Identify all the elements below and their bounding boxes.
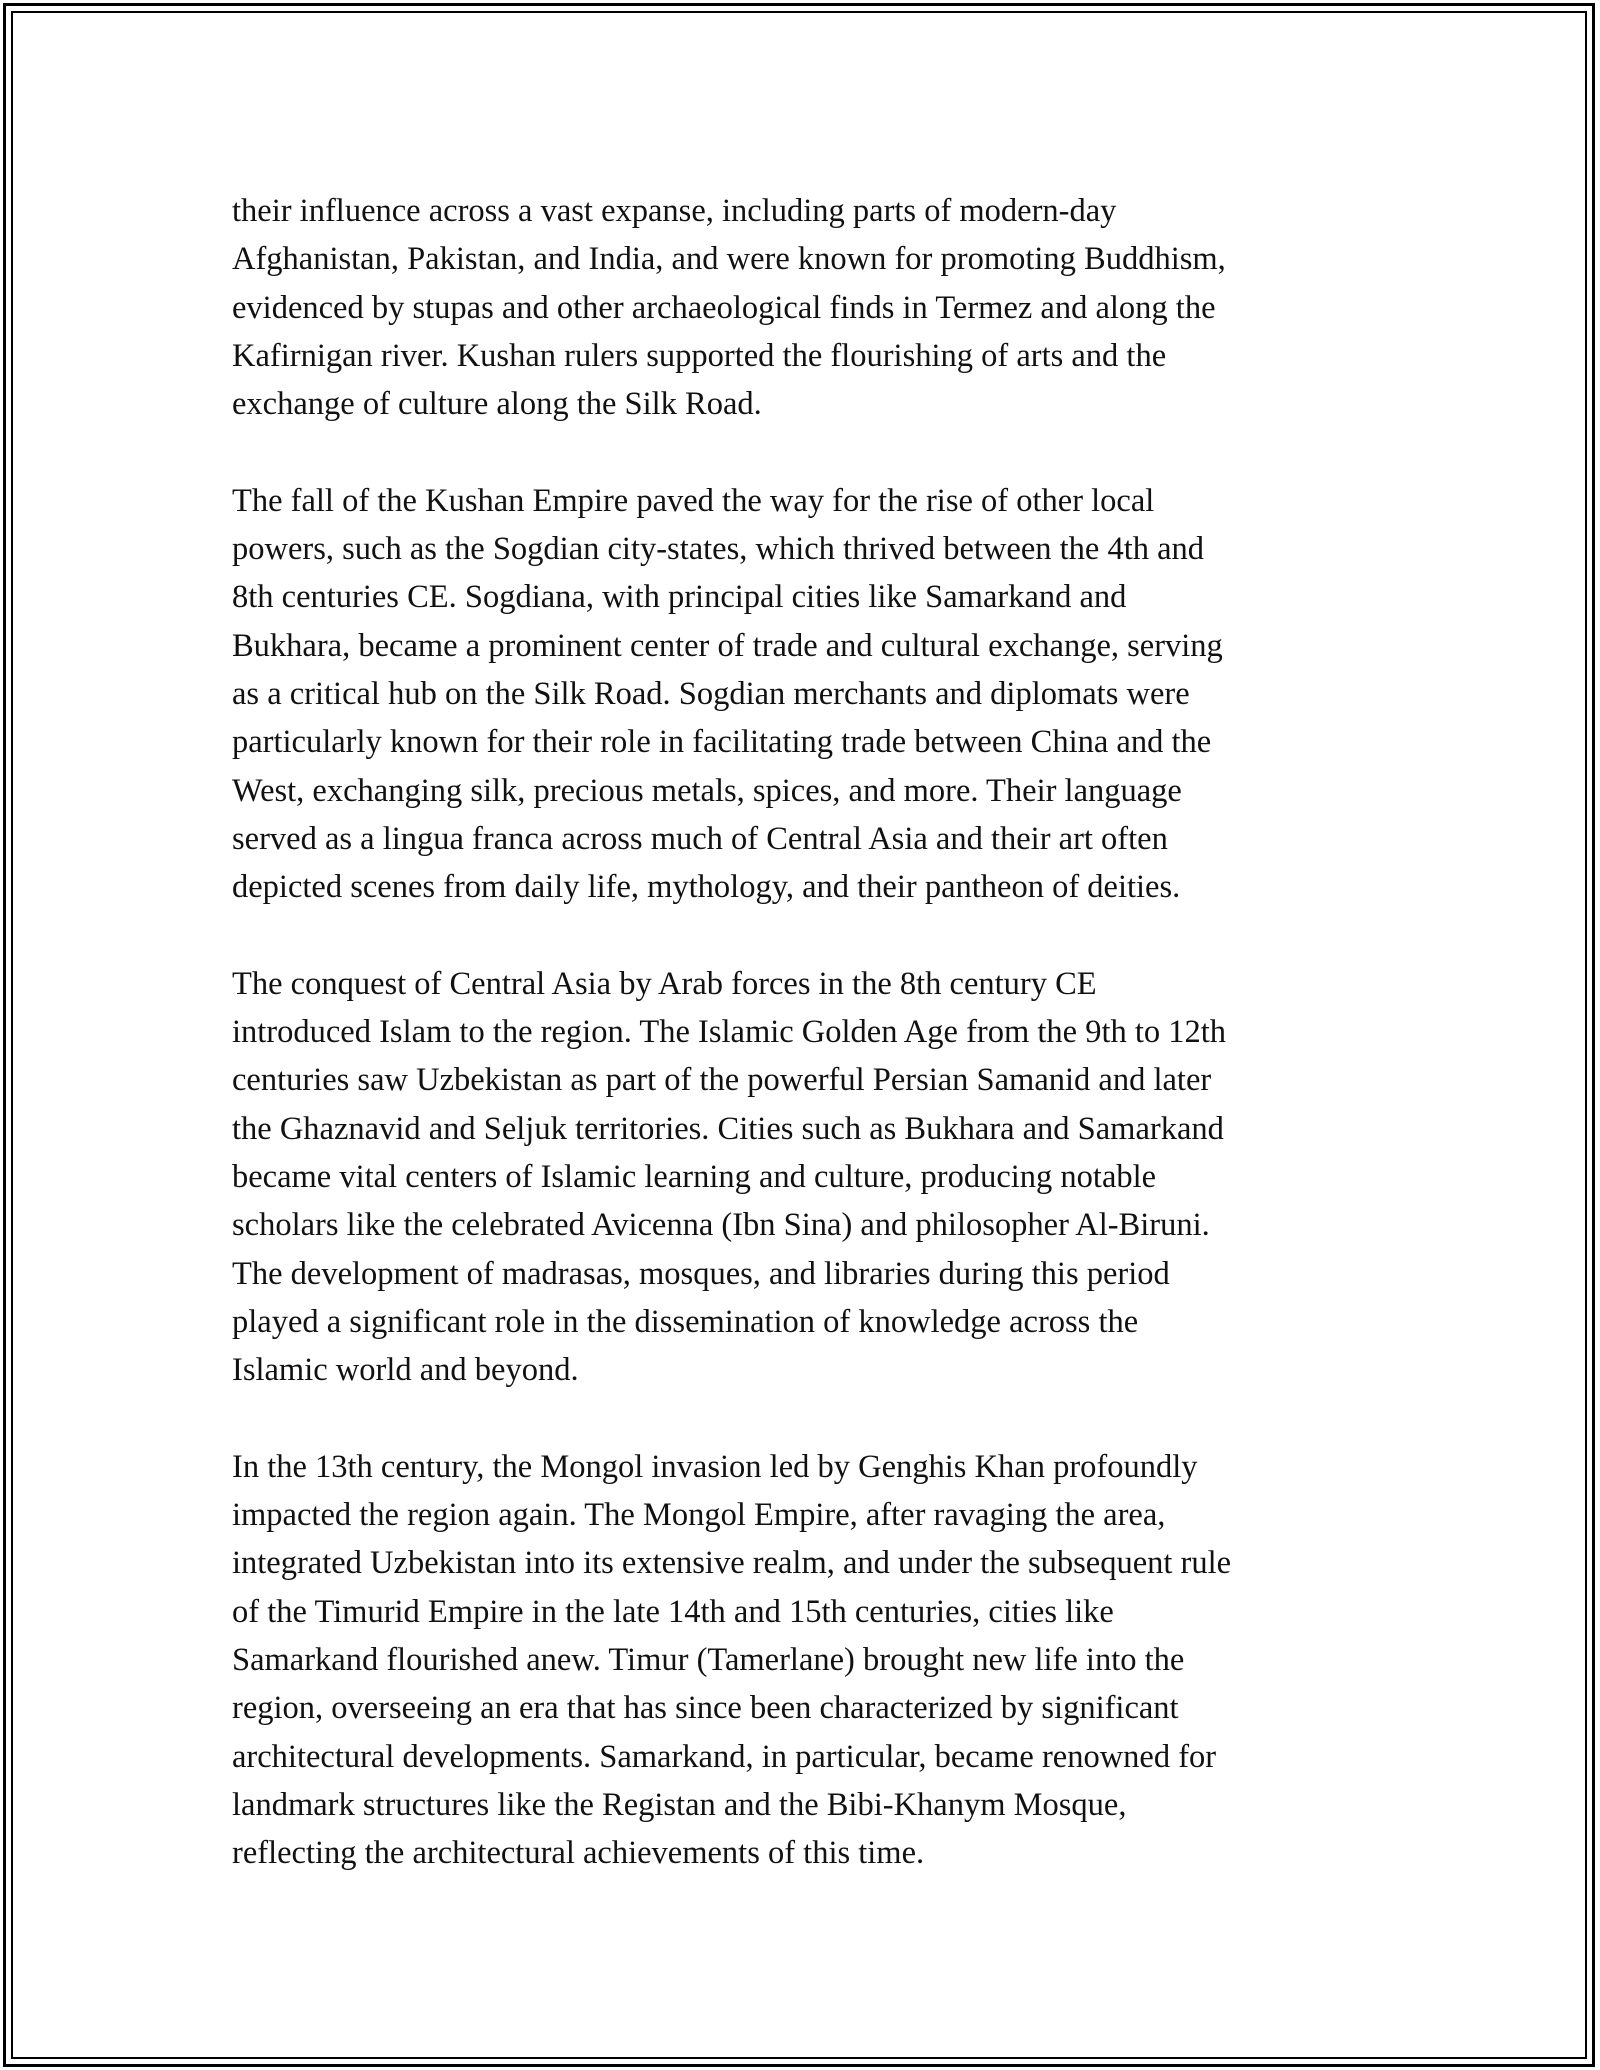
paragraph-mongol-timurid: In the 13th century, the Mongol invasion led by Genghis Khan profoundly impacted the region again. The Mongol Empire, after ravaging the area, integrated Uzbekistan into its extensive realm, and under the subsequent rule of the Timurid Empire in the late 14th and 15th centuries, cities like Samarkand flourished anew. Timur (Tamerlane) brought new life into the region, overseeing an era that has since been characterized by significant architectural developments. Samarkand, in particular, became renowned for landmark structures like the Registan and the Bibi-Khanym Mosque, reflecting the architectural achievements of this time.	[232, 1448, 1232, 1872]
paragraph-kushan-influence: their influence across a vast expanse, including parts of modern-day Afghanistan, Pakistan, and India, and were known for promoting Buddhism, evidenced by stupas and other archaeological finds in Termez and along the Kafirnigan river. Kushan rulers supported the flourishing of arts and the exchange of culture along the Silk Road.	[232, 193, 1226, 423]
paragraph-arab-conquest: The conquest of Central Asia by Arab forces in the 8th century CE introduced Islam to the region. The Islamic Golden Age from the 9th to 12th centuries saw Uzbekistan as part of the powerful Persian Samanid and later the Ghaznavid and Seljuk territories. Cities such as Bukhara and Samarkand became vital centers of Islamic learning and culture, producing notable scholars like the celebrated Avicenna (Ibn Sina) and philosopher Al-Biruni. The development of madrasas, mosques, and libraries during this period played a significant role in the dissemination of knowledge across the Islamic world and beyond.	[232, 965, 1227, 1389]
document-body	[232, 187, 1382, 1877]
paragraph-sogdian-city-states: The fall of the Kushan Empire paved the way for the rise of other local powers, such as the Sogdian city-states, which thrived between the 4th and 8th centuries CE. Sogdiana, with principal cities like Samarkand and Bukhara, became a prominent center of trade and cultural exchange, serving as a critical hub on the Silk Road. Sogdian merchants and diplomats were particularly known for their role in facilitating trade between China and the West, exchanging silk, precious metals, spices, and more. Their language served as a lingua franca across much of Central Asia and their art often depicted scenes from daily life, mythology, and their pantheon of deities.	[232, 482, 1223, 906]
